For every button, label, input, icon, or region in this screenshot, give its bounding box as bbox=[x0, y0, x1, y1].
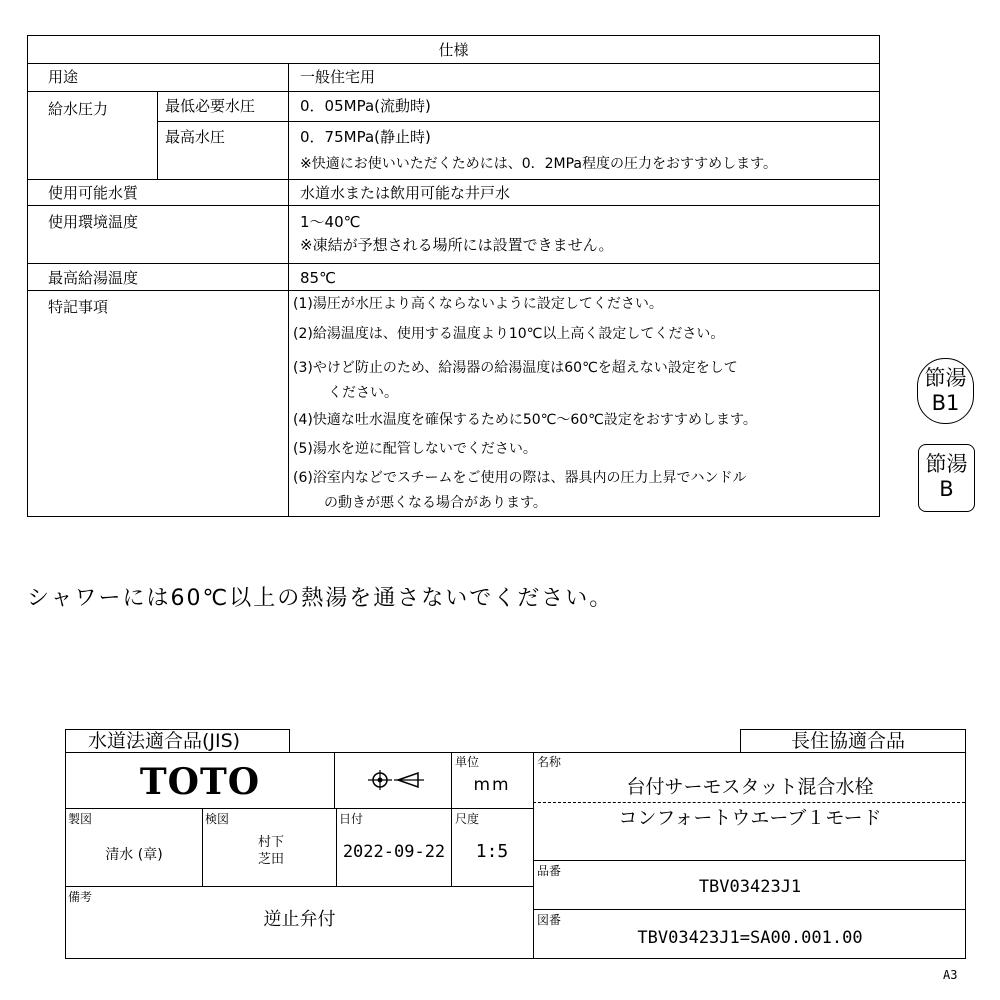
divider bbox=[157, 91, 158, 179]
product-name-line1: 台付サーモスタット混合水栓 bbox=[626, 776, 874, 798]
divider bbox=[288, 63, 289, 516]
drawn-by-value: 清水 (章) bbox=[105, 847, 163, 863]
env-value: 1～40℃ bbox=[300, 213, 361, 231]
date-value: 2022-09-22 bbox=[342, 842, 446, 862]
badge-b1-bottom: B1 bbox=[931, 391, 960, 415]
pressure-label: 給水圧力 bbox=[48, 100, 109, 118]
checked-by-label: 検図 bbox=[205, 812, 230, 826]
water-saving-b-badge bbox=[918, 444, 975, 512]
note-4: (4)快適な吐水温度を確保するために50℃～60℃設定をおすすめします。 bbox=[293, 412, 757, 428]
part-number-value: TBV03423J1 bbox=[698, 877, 802, 897]
divider bbox=[66, 886, 533, 887]
divider bbox=[533, 909, 965, 910]
pressure-note: ※快適にお使いいただくためには、0．2MPa程度の圧力をおすすめします。 bbox=[300, 156, 778, 172]
projection-symbol-icon bbox=[366, 768, 428, 792]
unit-label: 単位 bbox=[455, 755, 480, 769]
checked-by-name-2: 芝田 bbox=[257, 852, 284, 867]
min-pressure-label: 最低必要水圧 bbox=[165, 97, 256, 115]
name-label: 名称 bbox=[537, 755, 562, 769]
divider bbox=[334, 753, 335, 808]
min-pressure-value: 0．05MPa(流動時) bbox=[300, 97, 431, 115]
scale-value: 1:5 bbox=[475, 841, 509, 862]
divider bbox=[202, 808, 203, 886]
hot-value: 85℃ bbox=[300, 269, 336, 287]
note-5: (5)湯水を逆に配管しないでください。 bbox=[293, 441, 537, 457]
note-1: (1)湯圧が水圧より高くならないように設定してください。 bbox=[293, 296, 663, 312]
max-pressure-label: 最高水圧 bbox=[165, 128, 226, 146]
env-note: ※凍結が予想される場所には設置できません。 bbox=[300, 236, 614, 254]
drawn-by-label: 製図 bbox=[68, 812, 93, 826]
drawing-number-value: TBV03423J1=SA00.001.00 bbox=[637, 928, 863, 948]
divider bbox=[66, 808, 533, 809]
note-2: (2)給湯温度は、使用する温度より10℃以上高く設定してください。 bbox=[293, 326, 725, 342]
use-value: 一般住宅用 bbox=[300, 68, 376, 86]
divider bbox=[28, 263, 879, 264]
shower-warning: シャワーには60℃以上の熱湯を通さないでください。 bbox=[27, 586, 614, 611]
note-3: (3)やけど防止のため、給湯器の給湯温度は60℃を超えない設定をして bbox=[293, 360, 738, 376]
env-label: 使用環境温度 bbox=[48, 213, 139, 231]
divider bbox=[28, 63, 879, 64]
product-name-line2: コンフォートウエーブ１モード bbox=[618, 807, 882, 829]
divider bbox=[28, 179, 879, 180]
divider bbox=[28, 205, 879, 206]
max-pressure-value: 0．75MPa(静止時) bbox=[300, 128, 431, 146]
date-label: 日付 bbox=[339, 812, 364, 826]
badge-b-bottom: B bbox=[939, 477, 954, 501]
note-6-cont: の動きが悪くなる場合があります。 bbox=[324, 495, 547, 511]
hot-label: 最高給湯温度 bbox=[48, 269, 139, 287]
notes-label: 特記事項 bbox=[48, 298, 109, 316]
use-label: 用途 bbox=[48, 68, 79, 86]
water-label: 使用可能水質 bbox=[48, 184, 139, 202]
sheet-size: A3 bbox=[943, 968, 958, 982]
note-3-cont: ください。 bbox=[328, 385, 398, 401]
checked-by-name-1: 村下 bbox=[257, 835, 284, 850]
note-6: (6)浴室内などでスチームをご使用の際は、器具内の圧力上昇でハンドル bbox=[293, 470, 747, 486]
divider bbox=[451, 753, 452, 886]
badge-b-top: 節湯 bbox=[925, 452, 968, 476]
scale-label: 尺度 bbox=[455, 812, 480, 826]
dashed-divider bbox=[533, 802, 965, 803]
badge-b1-top: 節湯 bbox=[924, 366, 967, 390]
toto-logo: TOTO bbox=[139, 761, 261, 803]
divider bbox=[28, 91, 879, 92]
remarks-value: 逆止弁付 bbox=[263, 909, 336, 930]
water-saving-b1-badge bbox=[917, 358, 974, 424]
water-value: 水道水または飲用可能な井戸水 bbox=[300, 184, 511, 202]
divider bbox=[533, 860, 965, 861]
part-number-label: 品番 bbox=[537, 864, 562, 878]
title-block bbox=[65, 752, 966, 959]
spec-table bbox=[27, 35, 880, 517]
spec-title: 仕様 bbox=[438, 41, 469, 59]
unit-value: mm bbox=[473, 775, 511, 795]
divider bbox=[157, 121, 879, 122]
long-life-compliance-tag: 長住協適合品 bbox=[740, 729, 966, 753]
jis-compliance-tag: 水道法適合品(JIS) bbox=[65, 729, 290, 753]
drawing-number-label: 図番 bbox=[537, 913, 562, 927]
divider bbox=[28, 290, 879, 291]
remarks-label: 備考 bbox=[68, 890, 93, 904]
